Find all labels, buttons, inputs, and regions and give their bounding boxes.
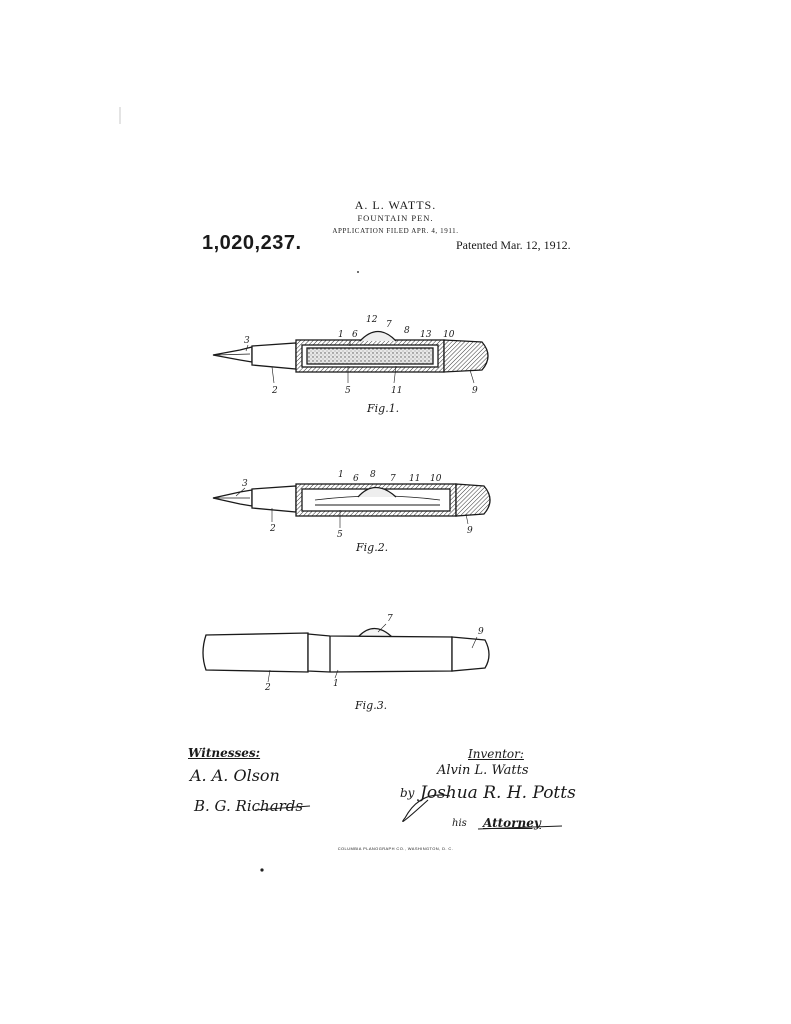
patent-number: 1,020,237. [202, 232, 302, 254]
fig3-label-1: 1 [333, 679, 339, 689]
patented-date: Patented Mar. 12, 1912. [456, 238, 571, 252]
invention-title: FOUNTAIN PEN. [357, 213, 434, 223]
figure-3-drawing [203, 629, 489, 673]
by-label: by [400, 786, 415, 800]
fig2-label-8: 8 [370, 470, 376, 480]
his-label: his [452, 818, 467, 829]
inventor-signature: Alvin L. Watts [437, 763, 529, 778]
attorney-label: Attorney [483, 816, 541, 830]
fig2-label-7: 7 [390, 474, 396, 484]
fig2-label-9: 9 [467, 526, 473, 536]
witness-2-signature: B. G. Richards [194, 797, 304, 815]
fig1-label-6: 6 [352, 330, 358, 340]
fig1-label-5: 5 [345, 386, 351, 396]
fig2-label-2: 2 [270, 524, 276, 534]
fig1-label-7: 7 [386, 320, 392, 330]
fig3-label-9: 9 [478, 627, 484, 637]
ink-speck [357, 271, 359, 273]
ink-speck [260, 868, 263, 871]
witness-1-signature: A. A. Olson [190, 766, 280, 785]
witnesses-label: Witnesses: [188, 746, 261, 760]
fig1-label-3: 3 [244, 336, 250, 346]
fig1-label-12: 12 [366, 315, 378, 325]
fig3-label-7: 7 [387, 614, 393, 624]
fig1-label-1: 1 [338, 330, 344, 340]
fig3-label-2: 2 [265, 683, 271, 693]
application-filed-line: APPLICATION FILED APR. 4, 1911. [332, 227, 459, 235]
fig2-label-1: 1 [338, 470, 344, 480]
fig3-caption: Fig.3. [355, 699, 388, 712]
fig2-label-11: 11 [409, 474, 421, 484]
attorney-signature: Joshua R. H. Potts [420, 783, 576, 803]
fig1-label-13: 13 [420, 330, 432, 340]
inventor-label: Inventor: [468, 747, 524, 761]
inventor-name: A. L. WATTS. [354, 198, 437, 212]
fig2-label-3: 3 [242, 479, 248, 489]
fig2-label-5: 5 [337, 530, 343, 540]
figure-2-drawing [213, 484, 490, 516]
fig1-label-10: 10 [443, 330, 455, 340]
fig1-label-11: 11 [391, 386, 403, 396]
fig2-label-6: 6 [353, 474, 359, 484]
fig1-label-8: 8 [404, 326, 410, 336]
fig1-label-2: 2 [272, 386, 278, 396]
fig2-caption: Fig.2. [356, 541, 389, 554]
printer-imprint: COLUMBIA PLANOGRAPH CO., WASHINGTON, D. C. [337, 846, 454, 851]
fig1-label-9: 9 [472, 386, 478, 396]
fig1-caption: Fig.1. [367, 402, 400, 415]
fig2-label-10: 10 [430, 474, 442, 484]
